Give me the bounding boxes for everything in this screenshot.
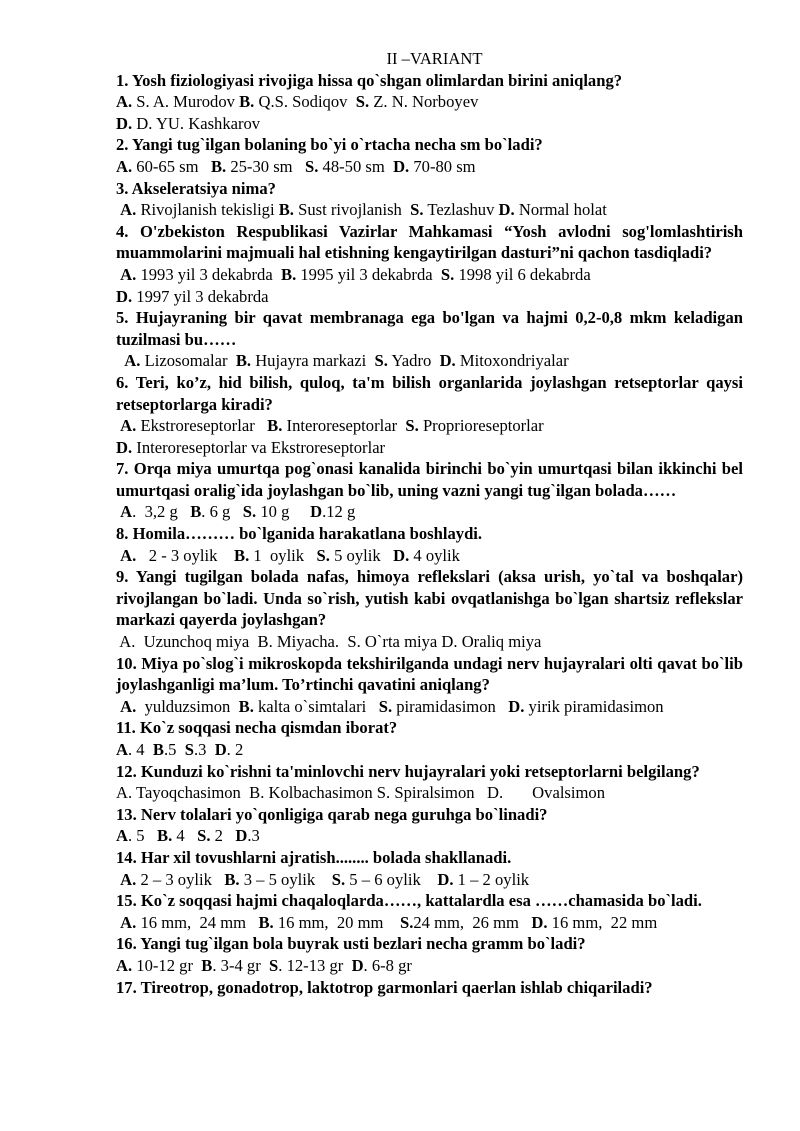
- option-text: Hujayra markazi: [251, 351, 375, 371]
- option-text: Rivojlanish tekisligi: [136, 200, 279, 220]
- option-letter: A.: [116, 783, 133, 803]
- option-text: Lizosomalar: [140, 351, 236, 371]
- option-text: D. YU. Kashkarov: [132, 113, 261, 133]
- option-text: 3 – 5 oylik: [239, 869, 332, 889]
- option-text: 4 oylik: [409, 545, 460, 565]
- option-text: Spiralsimon: [390, 783, 487, 803]
- option-text: .5: [163, 740, 185, 759]
- option-text: Z. N. Norboyev: [369, 92, 479, 112]
- option-letter: A.: [116, 156, 133, 176]
- option-letter: S.: [399, 912, 414, 932]
- question-list: [116, 70, 743, 999]
- option-letter: D: [310, 502, 323, 522]
- option-text: kalta o`simtalari: [253, 696, 379, 716]
- option-letter: D.: [437, 869, 454, 889]
- option-text: O`rta miya: [360, 632, 442, 652]
- option-letter: S.: [347, 632, 361, 652]
- option-letter: B.: [278, 200, 294, 220]
- question-text: 16. Yangi tug`ilgan bola buyrak usti bezlari necha gramm bo`ladi?: [116, 934, 586, 954]
- option-text: 60-65 sm: [132, 156, 211, 176]
- option-letter: A: [120, 502, 133, 522]
- variant-title: II –VARIANT: [386, 49, 483, 68]
- answer-line: [116, 286, 743, 308]
- option-letter: D.: [393, 156, 410, 176]
- answer-line: [116, 501, 743, 523]
- answer-line: [116, 696, 743, 718]
- option-text: . 2: [226, 740, 244, 759]
- option-text: 2 - 3 oylik: [136, 545, 235, 565]
- option-text: 16 mm, 20 mm: [273, 912, 400, 932]
- question-block: [116, 933, 743, 976]
- answer-line: [116, 415, 743, 437]
- question-block: [116, 307, 743, 372]
- option-text: Mitoxondriyalar: [455, 351, 569, 371]
- answer-line: [116, 350, 743, 372]
- option-letter: S: [184, 740, 194, 759]
- option-text: Yadro: [387, 351, 440, 371]
- question-block: [116, 804, 743, 847]
- option-text: . 3,2 g: [132, 502, 191, 522]
- option-letter: D.: [116, 437, 133, 457]
- option-letter: S.: [376, 783, 391, 803]
- option-text: 25-30 sm: [226, 156, 306, 176]
- option-text: Tayoqchasimon: [132, 783, 250, 803]
- question-block: [116, 653, 743, 718]
- question-text: 8. Homila……… bo`lganida harakatlana boshlaydi.: [116, 524, 483, 544]
- option-text: Proprioreseptorlar: [418, 416, 544, 436]
- option-text: 1 oylik: [249, 545, 317, 565]
- question-text: 3. Akseleratsiya nima?: [116, 178, 276, 198]
- option-letter: B.: [239, 92, 255, 112]
- option-letter: D: [351, 955, 364, 975]
- question-text: 5. Hujayraning bir qavat membranaga ega bo'lgan va hajmi 0,2-0,8 mkm keladigan tuzilmasi bu……: [116, 308, 743, 349]
- answer-line: [116, 955, 743, 977]
- option-letter: S.: [405, 416, 419, 436]
- option-text: Ovalsimon: [503, 783, 606, 803]
- option-text: 1997 yil 3 dekabrda: [132, 286, 269, 306]
- option-text: 5 – 6 oylik: [345, 869, 438, 889]
- question-text: 1. Yosh fiziologiyasi rivojiga hissa qo`shgan olimlardan birini aniqlang?: [116, 70, 623, 90]
- option-letter: A.: [116, 955, 133, 975]
- answer-line: [116, 437, 743, 459]
- option-letter: S.: [242, 502, 257, 522]
- option-text: yirik piramidasimon: [524, 696, 664, 716]
- option-letter: A.: [116, 92, 133, 112]
- question-block: [116, 847, 743, 890]
- option-text: 2 – 3 oylik: [136, 869, 225, 889]
- option-text: Kolbachasimon: [264, 783, 377, 803]
- option-letter: S.: [355, 92, 370, 112]
- option-text: Interoreseptorlar va Ekstroreseptorlar: [132, 437, 386, 457]
- option-text: .3: [247, 826, 260, 846]
- option-text: 5 oylik: [329, 545, 394, 565]
- option-letter: A.: [120, 416, 137, 436]
- answer-line: [116, 113, 743, 135]
- option-letter: B.: [267, 416, 283, 436]
- option-text: Miyacha.: [272, 632, 348, 652]
- option-letter: S.: [378, 696, 393, 716]
- answer-line: [116, 91, 743, 113]
- option-letter: D: [235, 826, 248, 846]
- answer-line: [116, 545, 743, 567]
- option-text: . 3-4 gr: [212, 955, 270, 975]
- option-letter: S.: [197, 826, 211, 846]
- answer-line: [116, 264, 743, 286]
- question-text: 13. Nerv tolalari yo`qonligiga qarab nega guruhga bo`linadi?: [116, 804, 548, 824]
- option-letter: S.: [331, 869, 346, 889]
- answer-line: [116, 156, 743, 178]
- option-letter: A.: [124, 351, 141, 371]
- option-text: . 5: [127, 826, 158, 846]
- option-text: yulduzsimon: [136, 696, 239, 716]
- option-text: Oraliq miya: [457, 632, 542, 652]
- option-letter: S.: [410, 200, 424, 220]
- question-block: [116, 566, 743, 652]
- option-letter: S: [269, 955, 279, 975]
- option-letter: D.: [487, 783, 504, 803]
- option-letter: B.: [157, 826, 173, 846]
- option-text: . 12-13 gr: [278, 955, 352, 975]
- question-text: 4. O'zbekiston Respublikasi Vazirlar Mahkamasi “Yosh avlodni sog'lomlashtirish muammolarini majmuali hal etishning kengaytirilgan dasturi”ni qachon tasdiqladi?: [116, 221, 743, 263]
- option-letter: B: [201, 955, 213, 975]
- option-letter: D.: [116, 113, 133, 133]
- question-block: [116, 70, 743, 135]
- option-text: 1995 yil 3 dekabrda: [296, 264, 441, 284]
- option-letter: A.: [120, 696, 137, 716]
- option-letter: D: [214, 740, 227, 759]
- question-block: [116, 717, 743, 760]
- option-letter: A.: [120, 912, 137, 932]
- option-text: 10-12 gr: [132, 955, 202, 975]
- question-block: [116, 221, 743, 307]
- option-text: Sust rivojlanish: [293, 200, 411, 220]
- option-text: Tezlashuv: [423, 200, 499, 220]
- question-block: [116, 134, 743, 177]
- question-block: [116, 458, 743, 523]
- question-text: 11. Ko`z soqqasi necha qismdan iborat?: [116, 718, 398, 738]
- option-letter: B.: [258, 912, 274, 932]
- question-block: [116, 890, 743, 933]
- answer-line: [116, 739, 743, 761]
- option-letter: D.: [441, 632, 458, 652]
- question-text: 2. Yangi tug`ilgan bolaning bo`yi o`rtacha necha sm bo`ladi?: [116, 135, 543, 155]
- answer-line: [116, 825, 743, 847]
- question-text: 17. Tireotrop, gonadotrop, laktotrop garmonlari qaerlan ishlab chiqariladi?: [116, 977, 653, 997]
- option-letter: B.: [249, 783, 265, 803]
- option-letter: B.: [257, 632, 273, 652]
- question-block: [116, 523, 743, 566]
- option-text: Interoreseptorlar: [282, 416, 406, 436]
- answer-line: [116, 912, 743, 934]
- option-letter: D.: [508, 696, 525, 716]
- option-letter: B.: [234, 545, 250, 565]
- option-text: .12 g: [322, 502, 356, 522]
- option-text: Ekstroreseptorlar: [136, 416, 268, 436]
- option-letter: A.: [119, 632, 136, 652]
- option-text: . 6-8 gr: [363, 955, 412, 975]
- answer-line: [116, 199, 743, 221]
- option-text: piramidasimon: [392, 696, 509, 716]
- option-letter: B.: [224, 869, 240, 889]
- option-letter: A.: [120, 545, 137, 565]
- question-block: [116, 372, 743, 458]
- option-letter: A.: [120, 264, 137, 284]
- option-letter: A.: [120, 869, 137, 889]
- question-text: 10. Miya po`slog`i mikroskopda tekshirilganda undagi nerv hujayralari olti qavat bo`lib joylashganligi ma’lum. To’rtinchi qavatini aniqlang?: [116, 653, 743, 695]
- option-letter: B: [190, 502, 202, 522]
- question-text: 6. Teri, ko’z, hid bilish, quloq, ta'm bilish organlarida joylashgan retseptorlar qaysi retseptorlarga kiradi?: [116, 372, 743, 414]
- question-block: [116, 178, 743, 221]
- option-letter: D.: [498, 200, 515, 220]
- option-text: 16 mm, 22 mm: [547, 912, 658, 932]
- option-letter: A: [116, 826, 128, 846]
- question-text: 9. Yangi tugilgan bolada nafas, himoya reflekslari (aksa urish, yo`tal va boshqalar) rivojlangan bo`ladi. Unda so`rish, yutish kabi ovqatlanishga bo`lgan shartsiz reflekslar markazi qayerda joylashgan?: [116, 567, 743, 630]
- question-text: 12. Kunduzi ko`rishni ta'minlovchi nerv hujayralari yoki retseptorlarni belgilang?: [116, 761, 700, 781]
- option-letter: D.: [116, 286, 133, 306]
- option-letter: B: [152, 740, 164, 759]
- option-text: 1993 yil 3 dekabrda: [136, 264, 281, 284]
- option-text: 48-50 sm: [318, 156, 394, 176]
- option-text: Q.S. Sodiqov: [254, 92, 356, 112]
- option-text: 24 mm, 26 mm: [413, 912, 532, 932]
- option-letter: B.: [281, 264, 297, 284]
- option-text: 1 – 2 oylik: [453, 869, 530, 889]
- option-text: .3: [193, 740, 215, 759]
- option-letter: A.: [120, 200, 137, 220]
- question-block: [116, 977, 743, 999]
- question-text: 15. Ko`z soqqasi hajmi chaqaloqlarda……, kattalardla esa ……chamasida bo`ladi.: [116, 891, 702, 911]
- option-text: 16 mm, 24 mm: [136, 912, 259, 932]
- answer-line: [116, 782, 743, 804]
- option-text: . 4: [127, 740, 153, 759]
- option-letter: D.: [439, 351, 456, 371]
- option-text: 70-80 sm: [409, 156, 476, 176]
- option-text: Normal holat: [514, 200, 607, 220]
- option-letter: B.: [210, 156, 227, 176]
- option-text: . 6 g: [201, 502, 243, 522]
- answer-line: [116, 631, 743, 653]
- option-text: Uzunchoq miya: [135, 632, 258, 652]
- option-letter: D.: [531, 912, 548, 932]
- option-letter: B.: [238, 696, 254, 716]
- option-letter: A: [116, 740, 128, 759]
- question-text: 7. Orqa miya umurtqa pog`onasi kanalida birinchi bo`yin umurtqasi bilan ikkinchi bel umurtqasi oralig`ida joylashgan bo`lib, uning vazni yangi tug`ilgan bolada……: [116, 459, 743, 500]
- option-text: 1998 yil 6 dekabrda: [454, 264, 591, 284]
- option-letter: B.: [235, 351, 252, 371]
- option-letter: S.: [374, 351, 388, 371]
- question-text: 14. Har xil tovushlarni ajratish........ bolada shakllanadi.: [116, 847, 512, 867]
- answer-line: [116, 869, 743, 891]
- option-text: 4: [172, 826, 198, 846]
- option-letter: D.: [393, 545, 410, 565]
- option-text: S. A. Murodov: [132, 92, 240, 112]
- option-letter: S.: [440, 264, 455, 284]
- option-text: 10 g: [256, 502, 311, 522]
- question-block: [116, 761, 743, 804]
- option-text: 2: [210, 826, 236, 846]
- option-letter: S.: [305, 156, 319, 176]
- option-letter: S.: [316, 545, 330, 565]
